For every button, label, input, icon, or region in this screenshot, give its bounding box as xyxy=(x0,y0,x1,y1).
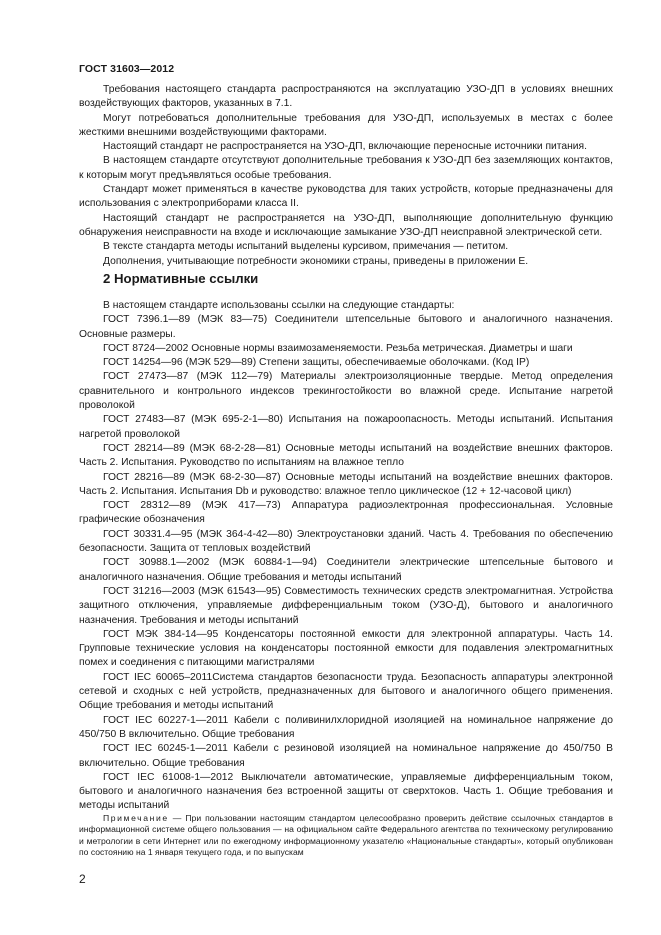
reference-item: ГОСТ IEC 60065–2011Система стандартов безопасности труда. Безопасность аппаратуры электронной сетевой и сходных с ней устройств, предназначенных для бытового и аналогичного общего применения. Общие требования и методы испытаний xyxy=(79,671,613,712)
reference-item: ГОСТ IEC 61008-1—2012 Выключатели автоматические, управляемые дифференциальным током, бытового и аналогичного назначения без встроенной защиты от сверхтоков. Часть 1. Общие требования и методы испытаний xyxy=(79,771,613,812)
reference-item: ГОСТ МЭК 384-14—95 Конденсаторы постоянной емкости для электронной аппаратуры. Часть 14. Групповые технические условия на конденсаторы постоянной емкости для подавления электромагнитных помех и соединения с питающими магистралями xyxy=(79,628,613,669)
note-text: — При пользовании настоящим стандартом целесообразно проверить действие ссылочных стандартов в информационной системе общего пользования — на официальном сайте Федерального агентства по техническому регулированию и метрологии в сети Интернет или по ежегодному информационному указателю «Национальные стандарты», который опубликован по состоянию на 1 января текущего года, и по выпускам xyxy=(79,813,613,858)
paragraph: Требования настоящего стандарта распространяются на эксплуатацию УЗО-ДП в условиях внешних воздействующих факторов, указанных в 7.1. xyxy=(79,84,613,110)
reference-item: ГОСТ 28216—89 (МЭК 68-2-30—87) Основные методы испытаний на воздействие внешних факторов. Часть 2. Испытания. Испытания Db и руководство: влажное тепло циклическое (12 + 12-часовой цикл) xyxy=(79,471,613,497)
paragraph: Стандарт может применяться в качестве руководства для таких устройств, которые предназначены для использования с электроприборами класса II. xyxy=(79,184,613,210)
reference-item: ГОСТ 30331.4—95 (МЭК 364-4-42—80) Электроустановки зданий. Часть 4. Требования по обеспечению безопасности. Защита от тепловых воздействий xyxy=(79,528,613,555)
reference-item: ГОСТ 28312—89 (МЭК 417—73) Аппаратура радиоэлектронная профессиональная. Условные графические обозначения xyxy=(79,500,613,526)
note-paragraph xyxy=(79,813,613,859)
paragraph: Настоящий стандарт не распространяется на УЗО-ДП, выполняющие дополнительную функцию обнаружения неисправности на входе и исключающие замыкание УЗО-ДП неисправной электрической сети. xyxy=(79,212,613,238)
paragraph: Дополнения, учитывающие потребности экономики страны, приведены в приложении Е. xyxy=(103,255,529,267)
reference-item: ГОСТ IEC 60227-1—2011 Кабели с поливинилхлоридной изоляцией на номинальное напряжение до 450/750 В включительно. Общие требования xyxy=(79,714,613,740)
intro-text xyxy=(79,83,613,269)
note-block xyxy=(79,813,613,859)
reference-item: ГОСТ 7396.1—89 (МЭК 83—75) Соединители штепсельные бытового и аналогичного назначения. Основные размеры. xyxy=(79,314,613,340)
section-heading: 2 Нормативные ссылки xyxy=(103,271,259,286)
reference-item: ГОСТ 27483—87 (МЭК 695-2-1—80) Испытания на пожароопасность. Методы испытаний. Испытания нагретой проволокой xyxy=(79,414,613,440)
normative-references xyxy=(79,299,613,814)
note-label: Примечание xyxy=(103,813,169,823)
document-header: ГОСТ 31603—2012 xyxy=(79,63,175,75)
reference-item: ГОСТ 30988.1—2002 (МЭК 60884-1—94) Соединители электрические штепсельные бытового и аналогичного назначения. Общие требования и методы испытаний xyxy=(79,557,613,583)
paragraph: В настоящем стандарте использованы ссылки на следующие стандарты: xyxy=(103,300,455,311)
reference-item: ГОСТ 28214—89 (МЭК 68-2-28—81) Основные методы испытаний на воздействие внешних факторов. Часть 2. Испытания. Руководство по испытаниям на влажное тепло xyxy=(79,442,613,469)
paragraph: В тексте стандарта методы испытаний выделены курсивом, примечания — петитом. xyxy=(103,241,509,253)
reference-item: ГОСТ 8724—2002 Основные нормы взаимозаменяемости. Резьба метрическая. Диаметры и шаги xyxy=(103,342,573,354)
paragraph: Настоящий стандарт не распространяется на УЗО-ДП, включающие переносные источники питания. xyxy=(103,141,587,153)
reference-item: ГОСТ IEC 60245-1—2011 Кабели с резиновой изоляцией на номинальное напряжение до 450/750 В включительно. Общие требования xyxy=(79,743,613,769)
reference-item: ГОСТ 31216—2003 (МЭК 61543—95) Совместимость технических средств электромагнитная. Устройства защитного отключения, управляемые дифференциальным током (УЗО-Д), бытового и аналогичного назначения. Требования и методы испытаний xyxy=(79,585,613,626)
page-number: 2 xyxy=(79,872,86,886)
paragraph: В настоящем стандарте отсутствуют дополнительные требования к УЗО-ДП без заземляющих контактов, к которым могут предъявляться особые требования. xyxy=(79,155,613,181)
reference-item: ГОСТ 27473—87 (МЭК 112—79) Материалы электроизоляционные твердые. Метод определения сравнительного и контрольного индексов трекингостойкости во влажной среде. Испытание нагретой проволокой xyxy=(79,371,613,412)
reference-item: ГОСТ 14254—96 (МЭК 529—89) Степени защиты, обеспечиваемые оболочками. (Код IP) xyxy=(103,357,530,369)
paragraph: Могут потребоваться дополнительные требования для УЗО-ДП, используемых в местах с более жесткими внешними воздействующими факторами. xyxy=(79,112,613,138)
